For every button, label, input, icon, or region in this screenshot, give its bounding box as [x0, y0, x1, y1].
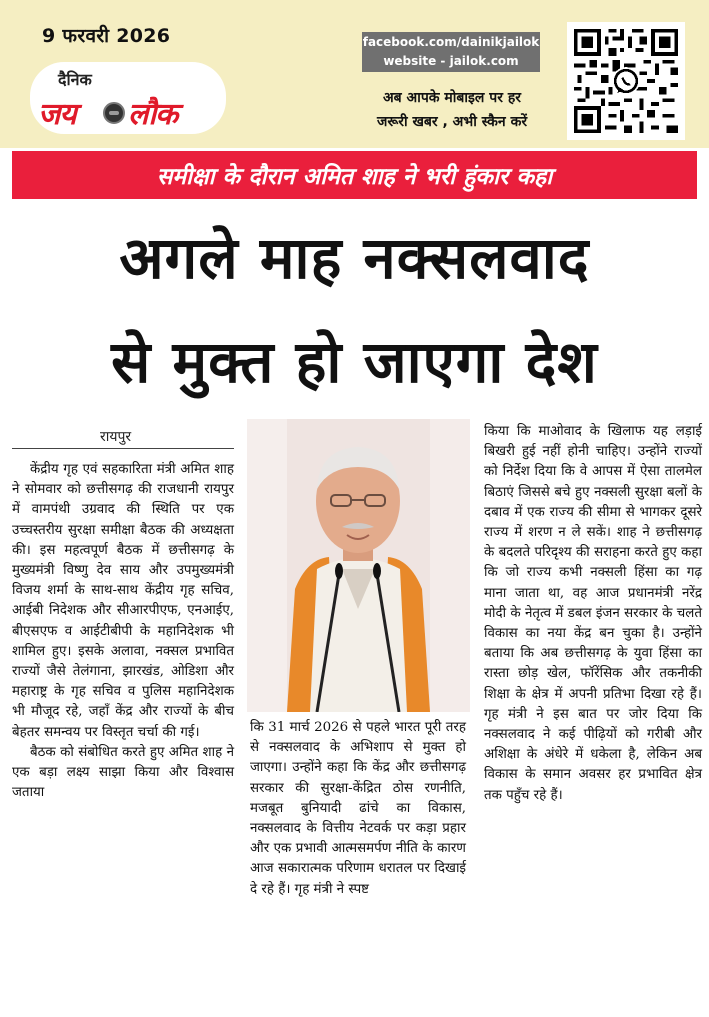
article-paragraph: कि 31 मार्च 2026 से पहले भारत पूरी तरह से नक्सलवाद के अभिशाप से मुक्त हो जाएगा। उन्होंने कहा कि केंद्र और छत्तीसगढ़ सरकार की सुरक्षा-केंद्रित ठोस रणनीति, मजबूत बुनियादी ढांचे का विकास, नक्सलवाद के वित्तीय नेटवर्क पर कड़ा प्रहार और एक प्रभावी आत्मसमर्पण नीति के कारण आज सकारात्मक परिणाम धरातल पर दिखाई दे रहे हैं। गृह मंत्री ने स्पष्ट — [250, 720, 466, 897]
kicker-text: समीक्षा के दौरान अमित शाह ने भरी हुंकार कहा — [156, 164, 553, 190]
dateline: रायपुर — [100, 429, 132, 445]
headline-line-2: से मुक्त हो जाएगा देश — [111, 328, 598, 396]
logo-jay-text: जय — [38, 97, 76, 132]
article-photo — [247, 419, 470, 712]
dateline-divider — [12, 448, 234, 449]
article-paragraph: बैठक को संबोधित करते हुए अमित शाह ने एक बड़ा लक्ष्य साझा किया और विश्वास जताया — [12, 744, 234, 801]
article-column-1 — [12, 460, 234, 1010]
article-column-3 — [484, 422, 702, 1010]
scan-cta — [352, 86, 552, 134]
headline-line-1: अगले माह नक्सलवाद — [119, 224, 590, 292]
scan-cta-line2: जरूरी खबर , अभी स्कैन करें — [376, 114, 528, 130]
qr-code-icon[interactable] — [567, 22, 685, 140]
whatsapp-icon — [612, 67, 640, 95]
article-column-2 — [250, 718, 466, 1008]
article-paragraph: किया कि माओवाद के खिलाफ यह लड़ाई बिखरी हुई नहीं होनी चाहिए। उन्होंने राज्यों को निर्देश दिया कि वे आपस में ऐसा तालमेल बिठाएं जिससे बचे हुए नक्सली सुरक्षा बलों के दबाव में एक राज्य की सीमा से भागकर दूसरे राज्य में शरण न ले सकें। शाह ने छत्तीसगढ़ के बदलते परिदृश्य की सराहना करते हुए कहा कि जो राज्य कभी नक्सली हिंसा का गढ़ माना जाता था, वह आज प्रधानमंत्री नरेंद्र मोदी के नेतृत्व में डबल इंजन सरकार के चलते विकास का नया केंद्र बन चुका है। उन्होंने बताया कि अब छत्तीसगढ़ के युवा हिंसा का रास्ता छोड़ खेल, फॉरेंसिक और तकनीकी शिक्षा के क्षेत्र में अपनी प्रतिभा दिखा रहे हैं। गृह मंत्री ने इस बात पर जोर दिया कि नक्सलवाद ने कई पीढ़ियों को गरीबी और अशिक्षा के अंधेरे में धकेला है, लेकिन अब विकास के समान अवसर हर प्रभावित क्षेत्र तक पहुँच रहे हैं। — [484, 424, 702, 803]
globe-icon — [103, 102, 125, 124]
issue-date: 9 फरवरी 2026 — [42, 25, 171, 47]
social-links-box — [362, 32, 540, 72]
website-link[interactable]: website - jailok.com — [383, 54, 519, 68]
facebook-link[interactable]: facebook.com/dainikjailok — [362, 35, 540, 49]
article-paragraph: केंद्रीय गृह एवं सहकारिता मंत्री अमित शाह ने सोमवार को छत्तीसगढ़ की राजधानी रायपुर में वामपंथी उग्रवाद की स्थिति पर एक उच्चस्तरीय सुरक्षा समीक्षा बैठक की अध्यक्षता की। इस महत्वपूर्ण बैठक में छत्तीसगढ़ के मुख्यमंत्री विष्णु देव साय और उपमुख्यमंत्री विजय शर्मा के साथ-साथ केंद्रीय गृह सचिव, आईबी निदेशक और सीआरपीएफ, एनआईए, बीएसएफ व आईटीबीपी के महानिदेशक भी शामिल हुए। इसके अलावा, नक्सल प्रभावित राज्यों जैसे तेलंगाना, झारखंड, ओडिशा और महाराष्ट्र के गृह सचिव व पुलिस महानिदेशक भी मौजूद रहे, जहाँ केंद्र और राज्यों के बीच बेहतर समन्वय पर विस्तृत चर्चा की गई। — [12, 462, 234, 740]
scan-cta-line1: अब आपके मोबाइल पर हर — [382, 90, 522, 106]
logo-lok-text: लौक — [128, 97, 178, 132]
logo-dainik-text: दैनिक — [58, 70, 92, 89]
kicker-banner — [12, 151, 697, 199]
